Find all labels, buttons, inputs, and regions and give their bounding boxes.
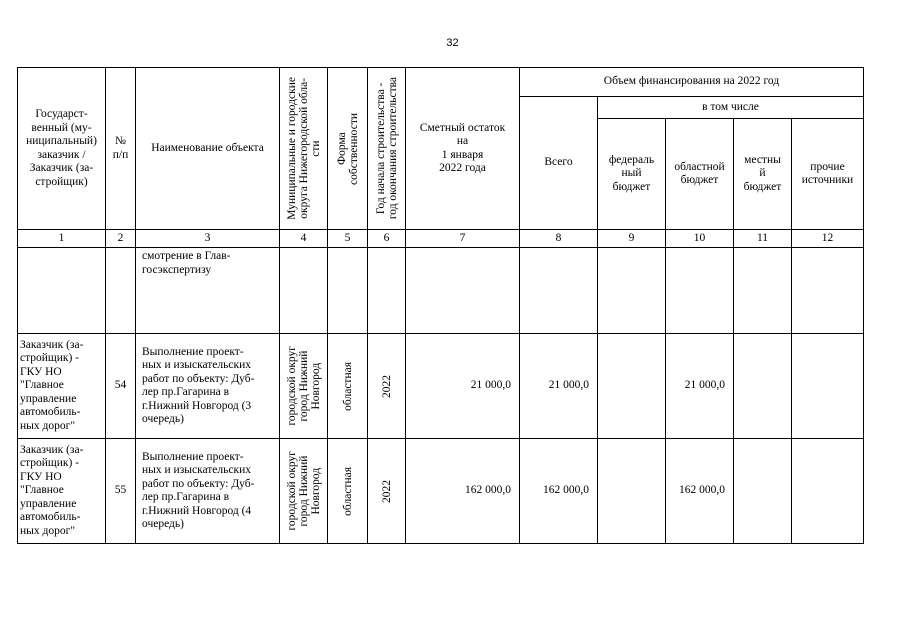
column-number: 2	[106, 230, 136, 248]
column-number: 9	[598, 230, 666, 248]
header-regional: областной бюджет	[666, 119, 734, 230]
customer-cell: Заказчик (за- стройщик) - ГКУ НО "Главное управление автомобиль- ных дорог"	[18, 439, 106, 544]
header-ownership: Форма собственности	[328, 68, 368, 230]
years-cell: 2022	[368, 439, 406, 544]
years-cell: 2022	[368, 334, 406, 439]
column-number: 7	[406, 230, 520, 248]
municipality-cell: городской округ город Нижний Новгород	[280, 439, 328, 544]
local-cell	[734, 334, 792, 439]
other-cell	[792, 439, 864, 544]
header-object-name: Наименование объекта	[136, 68, 280, 230]
column-number: 12	[792, 230, 864, 248]
continuation-row	[18, 248, 864, 334]
ownership-cell: областная	[328, 439, 368, 544]
regional-cell: 162 000,0	[666, 439, 734, 544]
column-number: 11	[734, 230, 792, 248]
row-number: 54	[106, 334, 136, 439]
object-name-continuation: смотрение в Глав- госэкспертизу	[136, 248, 280, 334]
financing-table	[17, 67, 864, 544]
column-number: 10	[666, 230, 734, 248]
column-number: 5	[328, 230, 368, 248]
object-name-cell: Выполнение проект- ных и изыскательских работ по объекту: Дуб- лер пр.Гагарина в г.Нижний Новгород (3 очередь)	[136, 334, 280, 439]
other-cell	[792, 334, 864, 439]
header-funding: Объем финансирования на 2022 год	[520, 68, 864, 97]
column-number: 3	[136, 230, 280, 248]
ownership-cell: областная	[328, 334, 368, 439]
column-number: 1	[18, 230, 106, 248]
column-numbers-row	[18, 230, 864, 248]
header-customer: Государст- венный (му- ниципальный) заказчик / Заказчик (за- стройщик)	[18, 68, 106, 230]
federal-cell	[598, 334, 666, 439]
header-total: Всего	[520, 97, 598, 230]
local-cell	[734, 439, 792, 544]
table-row	[18, 334, 864, 439]
header-federal: федераль ный бюджет	[598, 119, 666, 230]
row-number: 55	[106, 439, 136, 544]
header-municipality: Муниципальные и городские округа Нижегородской обла- сти	[280, 68, 328, 230]
header-other: прочие источники	[792, 119, 864, 230]
page-number: 32	[446, 37, 459, 49]
header-local: местны й бюджет	[734, 119, 792, 230]
object-name-cell: Выполнение проект- ных и изыскательских работ по объекту: Дуб- лер пр.Гагарина в г.Нижний Новгород (4 очередь)	[136, 439, 280, 544]
balance-cell: 162 000,0	[406, 439, 520, 544]
customer-cell: Заказчик (за- стройщик) - ГКУ НО "Главное управление автомобиль- ных дорог"	[18, 334, 106, 439]
total-cell: 162 000,0	[520, 439, 598, 544]
header-num: № п/п	[106, 68, 136, 230]
column-number: 6	[368, 230, 406, 248]
column-number: 8	[520, 230, 598, 248]
total-cell: 21 000,0	[520, 334, 598, 439]
municipality-cell: городской округ город Нижний Новгород	[280, 334, 328, 439]
regional-cell: 21 000,0	[666, 334, 734, 439]
federal-cell	[598, 439, 666, 544]
header-balance: Сметный остаток на 1 января 2022 года	[406, 68, 520, 230]
column-number: 4	[280, 230, 328, 248]
header-including: в том числе	[598, 97, 864, 119]
table-row	[18, 439, 864, 544]
balance-cell: 21 000,0	[406, 334, 520, 439]
header-years: Год начала строительства - год окончания строительства	[368, 68, 406, 230]
